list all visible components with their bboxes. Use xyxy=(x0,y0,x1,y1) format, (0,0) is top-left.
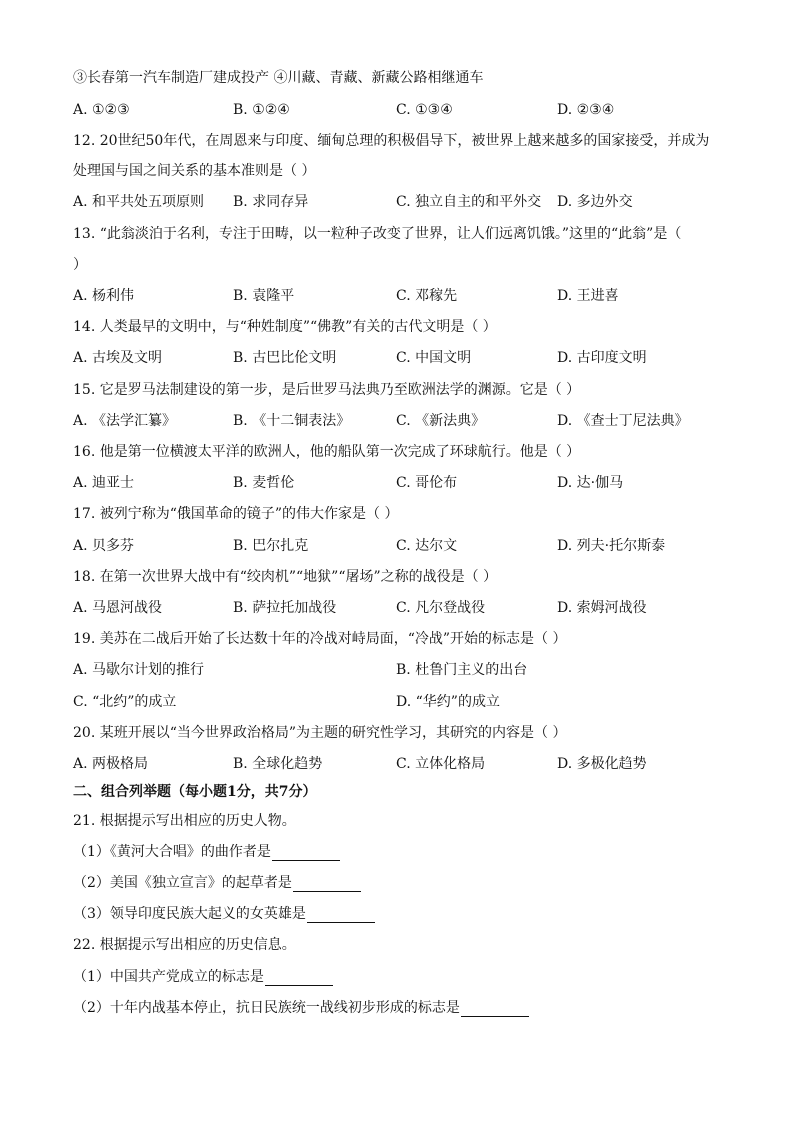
q22-sub-2-text: （2）十年内战基本停止，抗日民族统一战线初步形成的标志是 xyxy=(73,1000,460,1016)
q16-option-c: C. 哥伦布 xyxy=(396,475,458,491)
q19-option-d: D. “华约”的成立 xyxy=(396,694,500,710)
q11-option-d: D. ②③④ xyxy=(557,102,615,118)
q17-option-a: A. 贝多芬 xyxy=(73,538,135,554)
q16-stem: 16. 他是第一位横渡太平洋的欧洲人，他的船队第一次完成了环球航行。他是（ ） xyxy=(73,444,581,460)
q21-sub-2 xyxy=(73,874,361,892)
q18-option-c: C. 凡尔登战役 xyxy=(396,600,486,616)
q18-stem: 18. 在第一次世界大战中有“绞肉机”“地狱”“屠场”之称的战役是（ ） xyxy=(73,569,498,585)
q14-option-d: D. 古印度文明 xyxy=(557,350,647,366)
q21-sub-1 xyxy=(73,843,340,861)
q15-option-b: B. 《十二铜表法》 xyxy=(233,413,351,429)
q12-option-a: A. 和平共处五项原则 xyxy=(73,194,205,210)
q14-option-c: C. 中国文明 xyxy=(396,350,472,366)
q17-option-d: D. 列夫·托尔斯泰 xyxy=(557,538,666,554)
q22-stem: 22. 根据提示写出相应的历史信息。 xyxy=(73,937,296,953)
q15-stem: 15. 它是罗马法制建设的第一步，是后世罗马法典乃至欧洲法学的渊源。它是（ ） xyxy=(73,382,581,398)
q21-sub-2-text: （2）美国《独立宣言》的起草者是 xyxy=(73,875,292,891)
q14-option-b: B. 古巴比伦文明 xyxy=(233,350,337,366)
q11-option-b: B. ①②④ xyxy=(233,102,290,118)
q12-option-b: B. 求同存异 xyxy=(233,194,309,210)
q15-option-c: C. 《新法典》 xyxy=(396,413,486,429)
q20-option-a: A. 两极格局 xyxy=(73,756,149,772)
q16-option-b: B. 麦哲伦 xyxy=(233,475,295,491)
q22-sub-1 xyxy=(73,968,333,986)
answer-blank[interactable] xyxy=(307,908,375,923)
q21-stem: 21. 根据提示写出相应的历史人物。 xyxy=(73,813,296,829)
q11-items: ③长春第一汽车制造厂建成投产 ④川藏、青藏、新藏公路相继通车 xyxy=(73,70,484,86)
answer-blank[interactable] xyxy=(265,971,333,986)
q17-option-c: C. 达尔文 xyxy=(396,538,458,554)
q16-option-d: D. 达·伽马 xyxy=(557,475,624,491)
q18-option-b: B. 萨拉托加战役 xyxy=(233,600,337,616)
section-2-heading: 二、组合列举题（每小题1分，共7分） xyxy=(73,784,317,800)
q20-option-b: B. 全球化趋势 xyxy=(233,756,323,772)
q19-option-b: B. 杜鲁门主义的出台 xyxy=(396,662,528,678)
q19-stem: 19. 美苏在二战后开始了长达数十年的冷战对峙局面，“冷战”开始的标志是（ ） xyxy=(73,631,567,647)
q19-option-a: A. 马歇尔计划的推行 xyxy=(73,662,205,678)
q14-option-a: A. 古埃及文明 xyxy=(73,350,163,366)
q22-sub-2 xyxy=(73,999,529,1017)
q15-option-a: A. 《法学汇纂》 xyxy=(73,413,177,429)
q14-stem: 14. 人类最早的文明中，与“种姓制度”“佛教”有关的古代文明是（ ） xyxy=(73,319,497,335)
q19-option-c: C. “北约”的成立 xyxy=(73,694,177,710)
answer-blank[interactable] xyxy=(293,877,361,892)
q20-option-d: D. 多极化趋势 xyxy=(557,756,647,772)
q13-stem-line2: ） xyxy=(73,257,87,273)
q21-sub-3 xyxy=(73,905,375,923)
q20-option-c: C. 立体化格局 xyxy=(396,756,486,772)
q13-stem-line1: 13. “此翁淡泊于名利，专注于田畴，以一粒种子改变了世界，让人们远离饥饿。”这里的“此翁”是（ xyxy=(73,226,682,242)
q13-option-a: A. 杨利伟 xyxy=(73,288,135,304)
q20-stem: 20. 某班开展以“当今世界政治格局”为主题的研究性学习，其研究的内容是（ ） xyxy=(73,725,567,741)
q21-sub-1-text: （1）《黄河大合唱》的曲作者是 xyxy=(73,844,271,860)
answer-blank[interactable] xyxy=(461,1002,529,1017)
q11-option-a: A. ①②③ xyxy=(73,102,130,118)
q12-stem-line2: 处理国与国之间关系的基本准则是（ ） xyxy=(73,163,316,179)
q22-sub-1-text: （1）中国共产党成立的标志是 xyxy=(73,969,264,985)
q12-stem-line1: 12. 20世纪50年代，在周恩来与印度、缅甸总理的积极倡导下，被世界上越来越多的国家接受，并成为 xyxy=(73,133,710,149)
q16-option-a: A. 迪亚士 xyxy=(73,475,135,491)
q13-option-d: D. 王进喜 xyxy=(557,288,619,304)
q13-option-b: B. 袁隆平 xyxy=(233,288,295,304)
q18-option-a: A. 马恩河战役 xyxy=(73,600,163,616)
q17-stem: 17. 被列宁称为“俄国革命的镜子”的伟大作家是（ ） xyxy=(73,506,399,522)
q12-option-c: C. 独立自主的和平外交 xyxy=(396,194,542,210)
answer-blank[interactable] xyxy=(272,846,340,861)
q21-sub-3-text: （3）领导印度民族大起义的女英雄是 xyxy=(73,906,306,922)
q13-option-c: C. 邓稼先 xyxy=(396,288,458,304)
q15-option-d: D. 《查士丁尼法典》 xyxy=(557,413,689,429)
q11-option-c: C. ①③④ xyxy=(396,102,453,118)
q18-option-d: D. 索姆河战役 xyxy=(557,600,647,616)
q17-option-b: B. 巴尔扎克 xyxy=(233,538,309,554)
q12-option-d: D. 多边外交 xyxy=(557,194,633,210)
